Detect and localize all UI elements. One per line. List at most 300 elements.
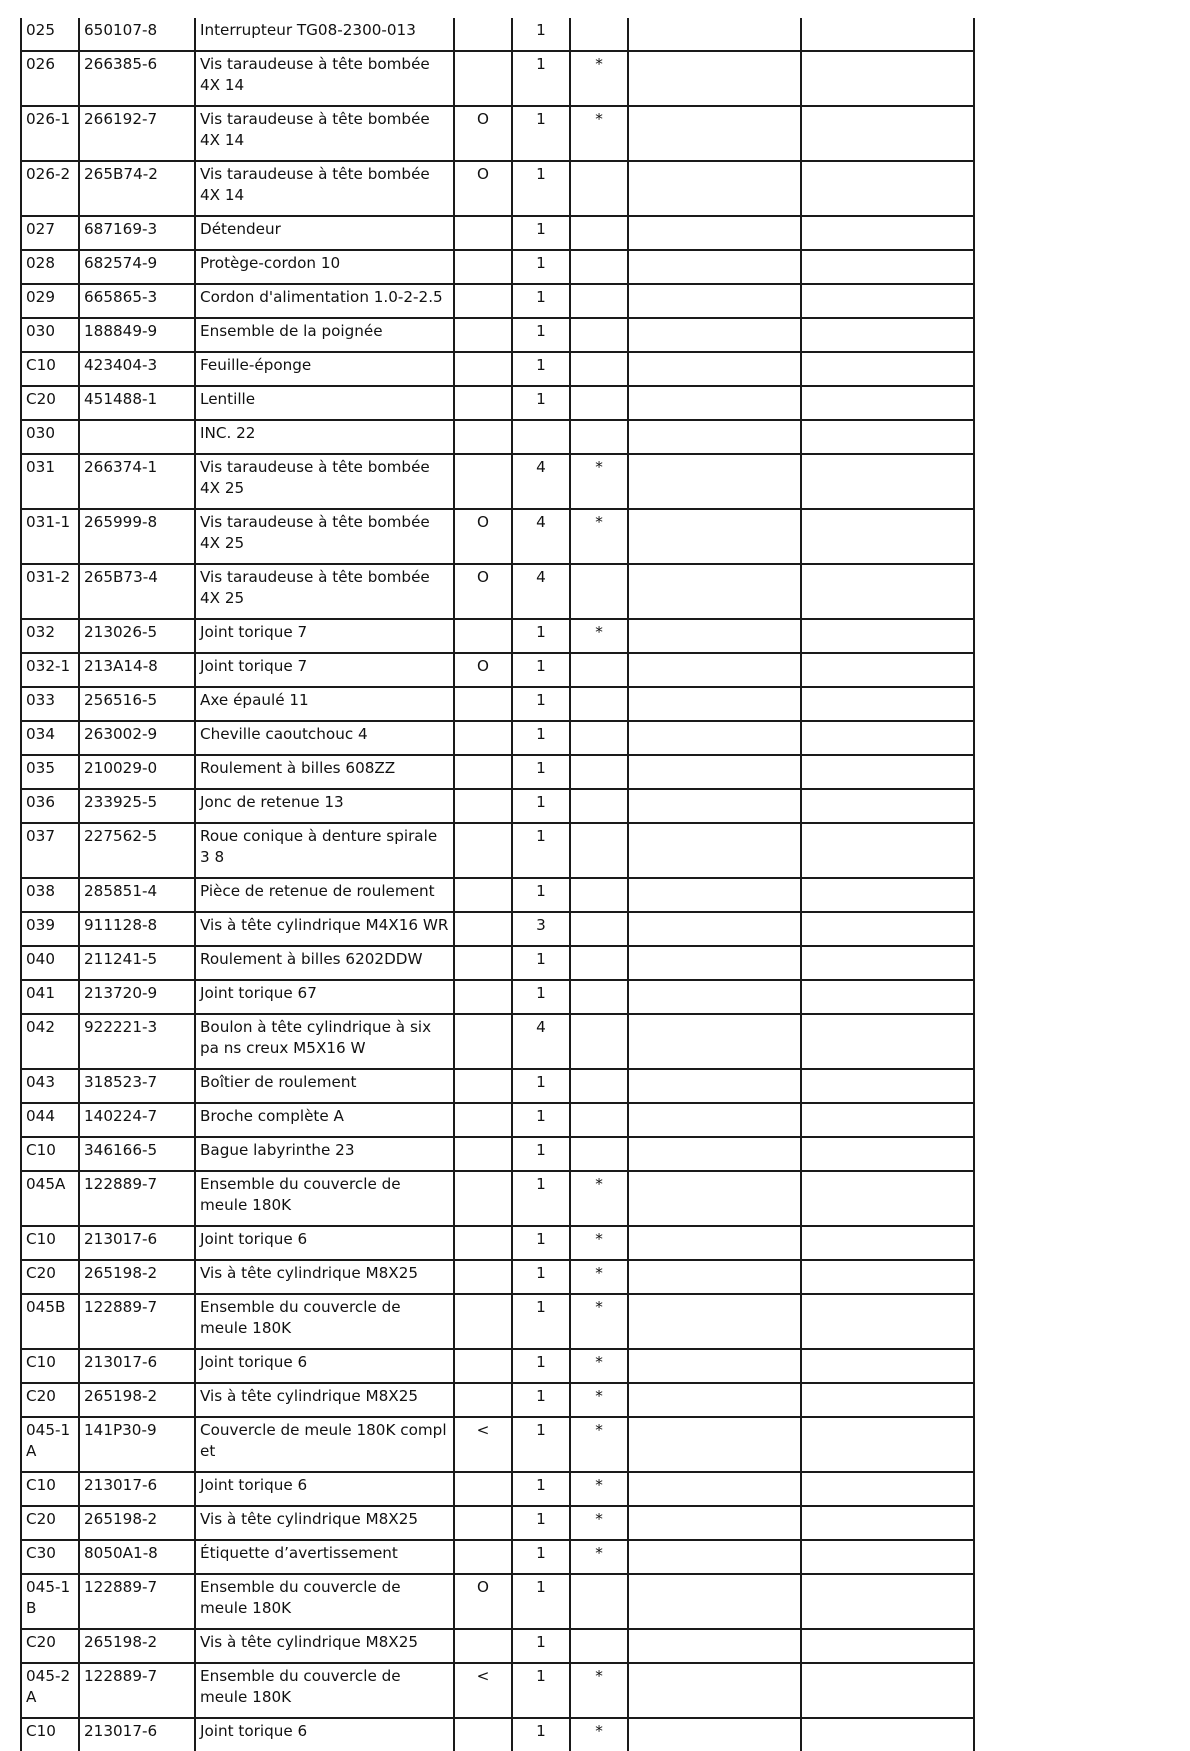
- table-row: [21, 1417, 974, 1472]
- description-cell: Protège-cordon 10: [195, 250, 454, 284]
- table-row: [21, 509, 974, 564]
- extra-cell: [628, 1103, 801, 1137]
- star-cell: *: [570, 1540, 628, 1574]
- parts-list-page: [20, 18, 975, 1751]
- star-cell: [570, 980, 628, 1014]
- description-cell: Vis à tête cylindrique M8X25: [195, 1260, 454, 1294]
- extra-cell: [628, 51, 801, 106]
- item-number-cell: 045A: [21, 1171, 79, 1226]
- extra-cell: [801, 912, 974, 946]
- star-cell: [570, 1014, 628, 1069]
- marker-cell: O: [454, 1574, 512, 1629]
- marker-cell: [454, 1718, 512, 1751]
- item-number-cell: C20: [21, 386, 79, 420]
- star-cell: [570, 946, 628, 980]
- extra-cell: [801, 980, 974, 1014]
- extra-cell: [801, 1226, 974, 1260]
- star-cell: [570, 352, 628, 386]
- extra-cell: [801, 1294, 974, 1349]
- quantity-cell: 1: [512, 1506, 570, 1540]
- description-cell: Feuille-éponge: [195, 352, 454, 386]
- extra-cell: [628, 1506, 801, 1540]
- marker-cell: [454, 1260, 512, 1294]
- table-row: [21, 250, 974, 284]
- description-cell: Bague labyrinthe 23: [195, 1137, 454, 1171]
- marker-cell: [454, 18, 512, 51]
- item-number-cell: C10: [21, 352, 79, 386]
- description-cell: Vis à tête cylindrique M8X25: [195, 1506, 454, 1540]
- part-number-cell: 682574-9: [79, 250, 195, 284]
- quantity-cell: 1: [512, 1629, 570, 1663]
- item-number-cell: 026: [21, 51, 79, 106]
- item-number-cell: 030: [21, 420, 79, 454]
- quantity-cell: 1: [512, 878, 570, 912]
- extra-cell: [801, 18, 974, 51]
- table-row: [21, 420, 974, 454]
- part-number-cell: 213026-5: [79, 619, 195, 653]
- item-number-cell: 032-1: [21, 653, 79, 687]
- marker-cell: O: [454, 509, 512, 564]
- quantity-cell: 4: [512, 454, 570, 509]
- extra-cell: [628, 687, 801, 721]
- extra-cell: [628, 352, 801, 386]
- table-row: [21, 1472, 974, 1506]
- extra-cell: [628, 161, 801, 216]
- star-cell: [570, 721, 628, 755]
- extra-cell: [628, 1629, 801, 1663]
- item-number-cell: 042: [21, 1014, 79, 1069]
- extra-cell: [801, 823, 974, 878]
- extra-cell: [628, 1383, 801, 1417]
- description-cell: Lentille: [195, 386, 454, 420]
- star-cell: *: [570, 106, 628, 161]
- extra-cell: [801, 1137, 974, 1171]
- table-row: [21, 1103, 974, 1137]
- star-cell: [570, 216, 628, 250]
- table-row: [21, 653, 974, 687]
- quantity-cell: 1: [512, 1103, 570, 1137]
- item-number-cell: 038: [21, 878, 79, 912]
- extra-cell: [801, 106, 974, 161]
- star-cell: *: [570, 1506, 628, 1540]
- star-cell: [570, 161, 628, 216]
- item-number-cell: 045-2 A: [21, 1663, 79, 1718]
- extra-cell: [628, 1663, 801, 1718]
- item-number-cell: 036: [21, 789, 79, 823]
- marker-cell: [454, 912, 512, 946]
- star-cell: *: [570, 1171, 628, 1226]
- table-row: [21, 454, 974, 509]
- extra-cell: [801, 1629, 974, 1663]
- quantity-cell: 1: [512, 18, 570, 51]
- part-number-cell: 266374-1: [79, 454, 195, 509]
- star-cell: *: [570, 619, 628, 653]
- extra-cell: [628, 878, 801, 912]
- star-cell: [570, 653, 628, 687]
- quantity-cell: 1: [512, 755, 570, 789]
- quantity-cell: 1: [512, 1718, 570, 1751]
- part-number-cell: 265198-2: [79, 1260, 195, 1294]
- marker-cell: [454, 789, 512, 823]
- description-cell: Ensemble du couvercle de meule 180K: [195, 1663, 454, 1718]
- quantity-cell: 1: [512, 284, 570, 318]
- star-cell: [570, 1103, 628, 1137]
- table-row: [21, 18, 974, 51]
- part-number-cell: 423404-3: [79, 352, 195, 386]
- star-cell: [570, 284, 628, 318]
- description-cell: Joint torique 7: [195, 653, 454, 687]
- quantity-cell: 1: [512, 721, 570, 755]
- extra-cell: [628, 755, 801, 789]
- quantity-cell: 1: [512, 1069, 570, 1103]
- item-number-cell: C10: [21, 1349, 79, 1383]
- description-cell: Vis à tête cylindrique M8X25: [195, 1383, 454, 1417]
- extra-cell: [628, 1171, 801, 1226]
- description-cell: Ensemble du couvercle de meule 180K: [195, 1294, 454, 1349]
- marker-cell: [454, 823, 512, 878]
- extra-cell: [801, 1718, 974, 1751]
- table-row: [21, 106, 974, 161]
- quantity-cell: 4: [512, 509, 570, 564]
- extra-cell: [628, 980, 801, 1014]
- part-number-cell: 266385-6: [79, 51, 195, 106]
- marker-cell: O: [454, 653, 512, 687]
- table-row: [21, 1506, 974, 1540]
- table-row: [21, 1383, 974, 1417]
- quantity-cell: 4: [512, 564, 570, 619]
- extra-cell: [801, 386, 974, 420]
- description-cell: Ensemble du couvercle de meule 180K: [195, 1574, 454, 1629]
- star-cell: [570, 755, 628, 789]
- table-row: [21, 1718, 974, 1751]
- marker-cell: [454, 619, 512, 653]
- star-cell: [570, 250, 628, 284]
- description-cell: Vis taraudeuse à tête bombée 4X 25: [195, 564, 454, 619]
- quantity-cell: 1: [512, 619, 570, 653]
- item-number-cell: 027: [21, 216, 79, 250]
- part-number-cell: 122889-7: [79, 1171, 195, 1226]
- item-number-cell: 045B: [21, 1294, 79, 1349]
- description-cell: Vis taraudeuse à tête bombée 4X 14: [195, 161, 454, 216]
- description-cell: Cheville caoutchouc 4: [195, 721, 454, 755]
- marker-cell: [454, 1171, 512, 1226]
- extra-cell: [801, 1417, 974, 1472]
- item-number-cell: 026-2: [21, 161, 79, 216]
- extra-cell: [628, 619, 801, 653]
- quantity-cell: 1: [512, 318, 570, 352]
- star-cell: *: [570, 1226, 628, 1260]
- part-number-cell: 211241-5: [79, 946, 195, 980]
- marker-cell: [454, 1103, 512, 1137]
- extra-cell: [628, 1260, 801, 1294]
- quantity-cell: 1: [512, 1417, 570, 1472]
- part-number-cell: 140224-7: [79, 1103, 195, 1137]
- star-cell: *: [570, 454, 628, 509]
- marker-cell: [454, 1506, 512, 1540]
- description-cell: Joint torique 6: [195, 1718, 454, 1751]
- extra-cell: [801, 51, 974, 106]
- item-number-cell: C10: [21, 1137, 79, 1171]
- extra-cell: [628, 1137, 801, 1171]
- quantity-cell: 1: [512, 161, 570, 216]
- extra-cell: [628, 18, 801, 51]
- star-cell: *: [570, 1383, 628, 1417]
- quantity-cell: 1: [512, 106, 570, 161]
- star-cell: [570, 823, 628, 878]
- star-cell: *: [570, 1294, 628, 1349]
- part-number-cell: 8050A1-8: [79, 1540, 195, 1574]
- quantity-cell: 1: [512, 789, 570, 823]
- extra-cell: [801, 619, 974, 653]
- description-cell: INC. 22: [195, 420, 454, 454]
- marker-cell: [454, 1540, 512, 1574]
- table-row: [21, 1014, 974, 1069]
- star-cell: *: [570, 1417, 628, 1472]
- part-number-cell: 213A14-8: [79, 653, 195, 687]
- extra-cell: [628, 1540, 801, 1574]
- marker-cell: [454, 1349, 512, 1383]
- item-number-cell: 031-1: [21, 509, 79, 564]
- part-number-cell: 210029-0: [79, 755, 195, 789]
- quantity-cell: 1: [512, 1294, 570, 1349]
- description-cell: Vis à tête cylindrique M8X25: [195, 1629, 454, 1663]
- extra-cell: [801, 454, 974, 509]
- item-number-cell: C10: [21, 1718, 79, 1751]
- quantity-cell: 1: [512, 216, 570, 250]
- extra-cell: [628, 912, 801, 946]
- item-number-cell: 045-1 A: [21, 1417, 79, 1472]
- marker-cell: [454, 1629, 512, 1663]
- star-cell: *: [570, 1349, 628, 1383]
- description-cell: Cordon d'alimentation 1.0-2-2.5: [195, 284, 454, 318]
- table-row: [21, 619, 974, 653]
- table-row: [21, 1574, 974, 1629]
- part-number-cell: 451488-1: [79, 386, 195, 420]
- description-cell: Boulon à tête cylindrique à six pa ns creux M5X16 W: [195, 1014, 454, 1069]
- description-cell: Axe épaulé 11: [195, 687, 454, 721]
- description-cell: Pièce de retenue de roulement: [195, 878, 454, 912]
- item-number-cell: 034: [21, 721, 79, 755]
- star-cell: *: [570, 1472, 628, 1506]
- part-number-cell: 265999-8: [79, 509, 195, 564]
- quantity-cell: 1: [512, 946, 570, 980]
- star-cell: *: [570, 1260, 628, 1294]
- quantity-cell: 1: [512, 1383, 570, 1417]
- star-cell: *: [570, 1718, 628, 1751]
- extra-cell: [801, 216, 974, 250]
- star-cell: [570, 386, 628, 420]
- marker-cell: [454, 878, 512, 912]
- quantity-cell: 1: [512, 1540, 570, 1574]
- marker-cell: O: [454, 161, 512, 216]
- part-number-cell: 265B74-2: [79, 161, 195, 216]
- item-number-cell: 039: [21, 912, 79, 946]
- table-row: [21, 878, 974, 912]
- quantity-cell: 1: [512, 386, 570, 420]
- part-number-cell: 265B73-4: [79, 564, 195, 619]
- description-cell: Vis à tête cylindrique M4X16 WR: [195, 912, 454, 946]
- part-number-cell: 122889-7: [79, 1294, 195, 1349]
- description-cell: Vis taraudeuse à tête bombée 4X 14: [195, 106, 454, 161]
- extra-cell: [628, 106, 801, 161]
- extra-cell: [801, 721, 974, 755]
- star-cell: [570, 1629, 628, 1663]
- extra-cell: [801, 284, 974, 318]
- marker-cell: [454, 1383, 512, 1417]
- extra-cell: [628, 946, 801, 980]
- table-row: [21, 1069, 974, 1103]
- star-cell: [570, 1069, 628, 1103]
- quantity-cell: [512, 420, 570, 454]
- star-cell: [570, 564, 628, 619]
- table-row: [21, 912, 974, 946]
- marker-cell: [454, 1014, 512, 1069]
- marker-cell: [454, 721, 512, 755]
- marker-cell: [454, 980, 512, 1014]
- marker-cell: [454, 1226, 512, 1260]
- extra-cell: [801, 1574, 974, 1629]
- description-cell: Vis taraudeuse à tête bombée 4X 25: [195, 509, 454, 564]
- marker-cell: [454, 1137, 512, 1171]
- extra-cell: [801, 1506, 974, 1540]
- part-number-cell: 122889-7: [79, 1663, 195, 1718]
- star-cell: *: [570, 51, 628, 106]
- extra-cell: [628, 318, 801, 352]
- extra-cell: [801, 318, 974, 352]
- description-cell: Étiquette d’avertissement: [195, 1540, 454, 1574]
- extra-cell: [801, 1349, 974, 1383]
- description-cell: Roue conique à denture spirale 3 8: [195, 823, 454, 878]
- marker-cell: [454, 51, 512, 106]
- marker-cell: O: [454, 106, 512, 161]
- extra-cell: [628, 823, 801, 878]
- table-row: [21, 1171, 974, 1226]
- extra-cell: [628, 1472, 801, 1506]
- table-row: [21, 1629, 974, 1663]
- extra-cell: [801, 946, 974, 980]
- quantity-cell: 1: [512, 51, 570, 106]
- table-row: [21, 721, 974, 755]
- extra-cell: [628, 420, 801, 454]
- extra-cell: [628, 509, 801, 564]
- item-number-cell: 040: [21, 946, 79, 980]
- description-cell: Joint torique 7: [195, 619, 454, 653]
- table-row: [21, 318, 974, 352]
- extra-cell: [801, 1472, 974, 1506]
- table-row: [21, 980, 974, 1014]
- extra-cell: [628, 250, 801, 284]
- item-number-cell: 026-1: [21, 106, 79, 161]
- marker-cell: <: [454, 1417, 512, 1472]
- item-number-cell: 031: [21, 454, 79, 509]
- part-number-cell: 213017-6: [79, 1226, 195, 1260]
- table-row: [21, 1260, 974, 1294]
- extra-cell: [628, 1417, 801, 1472]
- extra-cell: [801, 161, 974, 216]
- quantity-cell: 1: [512, 1349, 570, 1383]
- part-number-cell: 266192-7: [79, 106, 195, 161]
- item-number-cell: C30: [21, 1540, 79, 1574]
- item-number-cell: C10: [21, 1472, 79, 1506]
- star-cell: *: [570, 509, 628, 564]
- extra-cell: [628, 454, 801, 509]
- table-row: [21, 564, 974, 619]
- extra-cell: [628, 789, 801, 823]
- description-cell: Jonc de retenue 13: [195, 789, 454, 823]
- part-number-cell: 263002-9: [79, 721, 195, 755]
- part-number-cell: 233925-5: [79, 789, 195, 823]
- table-row: [21, 161, 974, 216]
- part-number-cell: 265198-2: [79, 1629, 195, 1663]
- part-number-cell: 265198-2: [79, 1383, 195, 1417]
- extra-cell: [801, 1540, 974, 1574]
- part-number-cell: 911128-8: [79, 912, 195, 946]
- table-row: [21, 352, 974, 386]
- star-cell: [570, 878, 628, 912]
- star-cell: [570, 687, 628, 721]
- part-number-cell: 213017-6: [79, 1472, 195, 1506]
- description-cell: Broche complète A: [195, 1103, 454, 1137]
- quantity-cell: 1: [512, 1574, 570, 1629]
- item-number-cell: 041: [21, 980, 79, 1014]
- quantity-cell: 1: [512, 1171, 570, 1226]
- item-number-cell: 043: [21, 1069, 79, 1103]
- description-cell: Interrupteur TG08-2300-013: [195, 18, 454, 51]
- quantity-cell: 1: [512, 1472, 570, 1506]
- table-row: [21, 1226, 974, 1260]
- part-number-cell: 687169-3: [79, 216, 195, 250]
- marker-cell: [454, 1472, 512, 1506]
- extra-cell: [801, 250, 974, 284]
- table-row: [21, 1540, 974, 1574]
- extra-cell: [801, 687, 974, 721]
- description-cell: Roulement à billes 6202DDW: [195, 946, 454, 980]
- item-number-cell: 029: [21, 284, 79, 318]
- description-cell: Joint torique 67: [195, 980, 454, 1014]
- item-number-cell: 044: [21, 1103, 79, 1137]
- marker-cell: [454, 1294, 512, 1349]
- part-number-cell: 213017-6: [79, 1349, 195, 1383]
- table-row: [21, 1349, 974, 1383]
- part-number-cell: 265198-2: [79, 1506, 195, 1540]
- quantity-cell: 1: [512, 653, 570, 687]
- marker-cell: [454, 216, 512, 250]
- description-cell: Ensemble du couvercle de meule 180K: [195, 1171, 454, 1226]
- extra-cell: [628, 564, 801, 619]
- table-row: [21, 755, 974, 789]
- star-cell: *: [570, 1663, 628, 1718]
- part-number-cell: 213017-6: [79, 1718, 195, 1751]
- star-cell: [570, 1574, 628, 1629]
- item-number-cell: 025: [21, 18, 79, 51]
- star-cell: [570, 1137, 628, 1171]
- description-cell: Vis taraudeuse à tête bombée 4X 25: [195, 454, 454, 509]
- marker-cell: O: [454, 564, 512, 619]
- marker-cell: [454, 454, 512, 509]
- description-cell: Roulement à billes 608ZZ: [195, 755, 454, 789]
- extra-cell: [628, 1294, 801, 1349]
- marker-cell: [454, 352, 512, 386]
- quantity-cell: 1: [512, 1226, 570, 1260]
- quantity-cell: 1: [512, 980, 570, 1014]
- quantity-cell: 1: [512, 352, 570, 386]
- item-number-cell: C20: [21, 1506, 79, 1540]
- item-number-cell: C10: [21, 1226, 79, 1260]
- extra-cell: [801, 1383, 974, 1417]
- extra-cell: [801, 1171, 974, 1226]
- table-row: [21, 1294, 974, 1349]
- table-row: [21, 216, 974, 250]
